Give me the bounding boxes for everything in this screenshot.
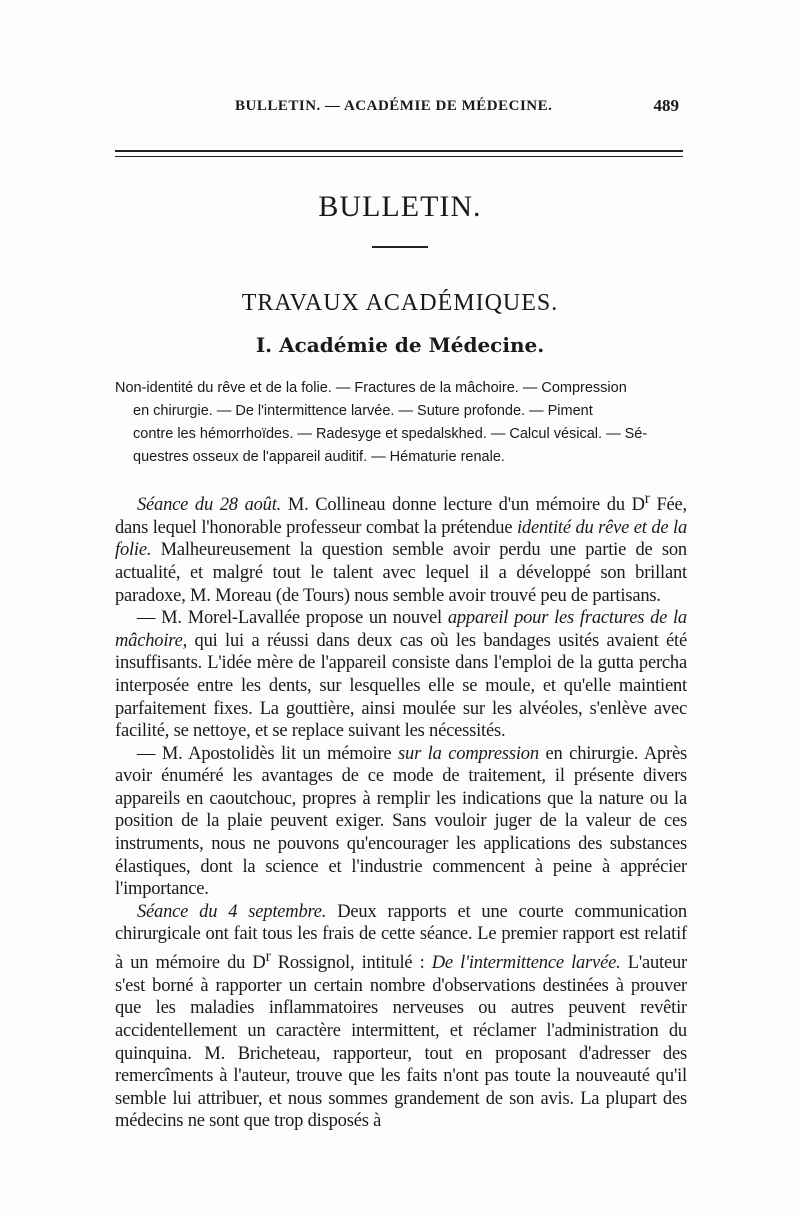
paragraph [115,488,687,607]
paragraph-text: L'auteur s'est borné à rapporter un certain nombre d'observations destinées à prouver que les maladies inflammatoires nerveuses ou autres peuvent revêtir accidentellement un caractère intermittent, et réclamer l'administration du quinquina. M. Bricheteau, rapporteur, tout en proposant d'adresser des remercîments à l'auteur, trouve que les faits n'ont pas toute la nouveauté qu'il semble lui attribuer, et nous sommes grandement de son avis. La plupart des médecins ne sont que trop disposés à [115,953,687,1132]
emphasis: appareil pour les fractures de la mâchoire, [115,608,687,651]
paragraph-text: Deux rapports et une courte communication chirurgicale ont fait tous les frais de cette séance. Le premier rapport est relatif à un mémoire du D [115,901,687,974]
paragraph-text: M. Collineau donne lecture d'un mémoire du D [281,495,645,516]
paragraph-text: Fée, dans lequel l'honorable professeur combat la prétendue [115,495,687,538]
paragraph [115,607,687,743]
section-title: TRAVAUX ACADÉMIQUES. [241,290,559,316]
emphasis: sur la compression [398,743,539,764]
paragraph-text: Malheureusement la question semble avoir perdu une partie de son actualité, et malgré tout le talent avec lequel il a développé son brillant paradoxe, M. Moreau (de Tours) nous semble avoir trouvé peu de partisans. [115,540,687,606]
paragraph-text: — M. Apostolidès lit un mémoire [137,743,399,764]
superscript: r [265,948,271,966]
seance-date: Séance du 4 septembre. [137,901,327,922]
paragraph [115,901,687,1133]
summary-block [115,377,685,469]
paragraph-text: Rossignol, intitulé : [270,953,432,974]
paragraph [115,743,687,901]
title-rule [372,246,428,248]
body-text [115,488,687,1133]
paragraph-text: en chirurgie. Après avoir énuméré les avantages de ce mode de traitement, il présente divers appareils en caoutchouc, propres à remplir les indications que la nature ou la position de la plaie peuvent exiger. Sans vouloir juger de la valeur de ces instruments, nous ne pouvons qu'encourager les applications des substances élastiques, dont la science et l'industrie commencent à peine à apprécier l'importance. [115,743,688,900]
paragraph-text: qui lui a réussi dans deux cas où les bandages usités avaient été insuffisants. L'idée mère de l'appareil consiste dans l'emploi de la gutta percha interposée entre les dents, sur lesquelles elle se moule, et qu'elle maintient parfaitement fixes. La gouttière, ainsi moulée sur les alvéoles, s'enlève avec facilité, se nettoye, et se replace suivant les nécessités. [115,630,687,742]
summary-line: questres osseux de l'appareil auditif. — Hématurie renale. [133,449,505,465]
seance-date: Séance du 28 août. [137,495,282,516]
superscript: r [644,490,650,507]
page-number: 489 [653,96,679,115]
running-title: BULLETIN. — ACADÉMIE DE MÉDECINE. [235,98,553,114]
summary-line: en chirurgie. — De l'intermittence larvée. — Suture profonde. — Piment [133,403,593,419]
header-rule [115,150,683,157]
paragraph-text: — M. Morel-Lavallée propose un nouvel [137,608,448,629]
running-head [115,98,685,124]
summary-line: Non-identité du rêve et de la folie. — Fractures de la mâchoire. — Compression [115,380,627,396]
summary-line: contre les hémorrhoïdes. — Radesyge et spedalskhed. — Calcul vésical. — Sé- [133,426,648,442]
bulletin-title: BULLETIN. [318,190,482,223]
emphasis: De l'intermittence larvée. [431,953,621,974]
emphasis: identité du rêve et de la folie. [115,517,687,561]
subsection-title: I. Académie de Médecine. [255,333,545,357]
